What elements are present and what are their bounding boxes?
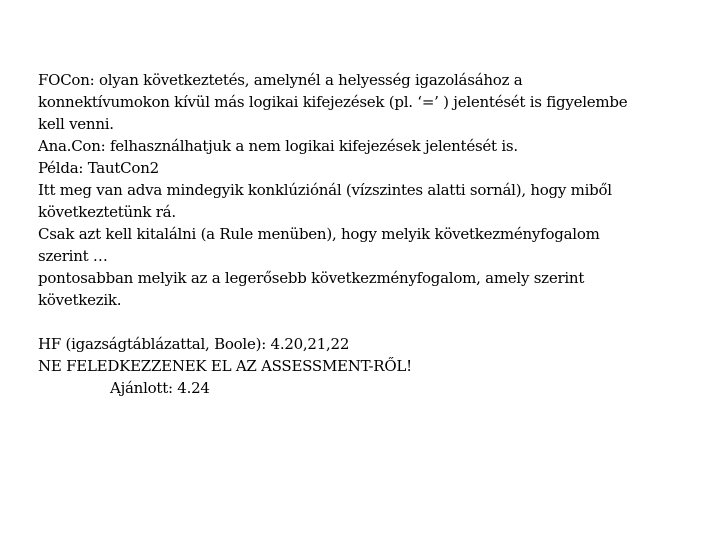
homework-line: HF (igazságtáblázattal, Boole): 4.20,21,22 [38,335,350,353]
text-line-4: Ana.Con: felhasználhatjuk a nem logikai kifejezések jelentését is. [38,137,518,155]
assessment-reminder: NE FELEDKEZZENEK EL AZ ASSESSMENT-RŐL! [38,357,412,375]
text-line-10: pontosabban melyik az a legerősebb következményfogalom, amely szerint [38,269,585,287]
text-line-1: FOCon: olyan következtetés, amelynél a helyesség igazolásához a [38,71,523,89]
text-line-6: Itt meg van adva mindegyik konklúziónál (vízszintes alatti sornál), hogy miből [38,181,612,199]
slide-text-body [38,69,698,399]
text-line-11: következik. [38,291,122,309]
text-line-5: Példa: TautCon2 [38,159,159,177]
text-line-2: konnektívumokon kívül más logikai kifejezések (pl. ‘=’ ) jelentését is figyelembe [38,93,628,111]
text-line-7: következtetünk rá. [38,203,176,221]
text-line-8: Csak azt kell kitalálni (a Rule menüben), hogy melyik következményfogalom [38,225,600,243]
text-line-3: kell venni. [38,115,114,133]
paragraph-gap [38,311,698,333]
text-line-9: szerint … [38,247,108,265]
recommended-line: Ajánlott: 4.24 [110,379,210,397]
